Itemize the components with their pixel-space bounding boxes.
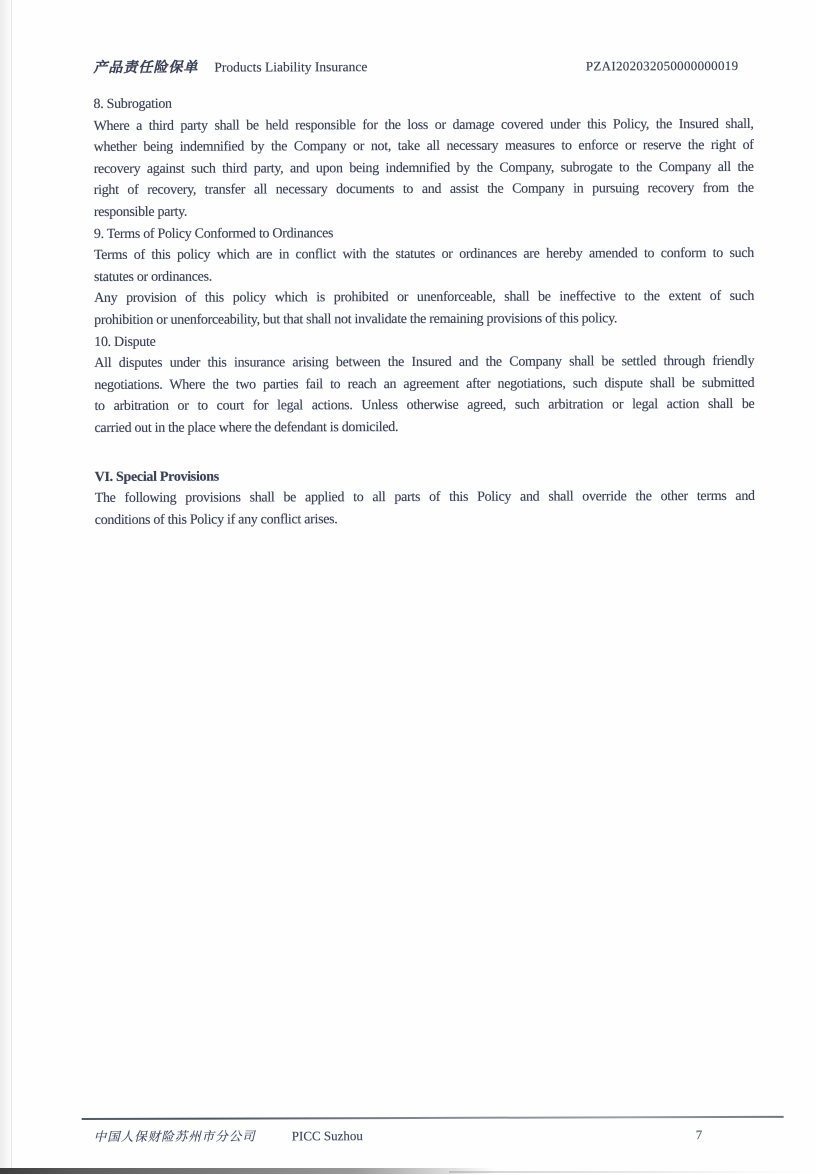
paragraph-line: prohibition or unenforceability, but that shall not invalidate the remaining provisions of this policy.	[94, 311, 618, 328]
paragraph-line: The following provisions shall be applied to all parts of this Policy and shall override the other terms and	[94, 489, 755, 507]
paragraph-line: Terms of this policy which are in conflict with the statutes or ordinances are hereby amended to conform to such	[93, 246, 754, 264]
paragraph-line: Where a third party shall be held responsible for the loss or damage covered under this Policy, the Insured shall,	[93, 116, 754, 134]
paragraph-line: statutes or ordinances.	[94, 269, 212, 285]
section-special-provisions	[95, 464, 755, 531]
footer-company-chinese: 中国人保财险苏州市分公司	[93, 1129, 256, 1144]
section-subrogation	[93, 92, 753, 224]
header-rule	[91, 77, 738, 81]
section-heading: 8. Subrogation	[93, 96, 172, 112]
footer-company-english: PICC Suzhou	[291, 1128, 363, 1144]
header-title-english: Products Liability Insurance	[214, 59, 368, 75]
paragraph-line: right of recovery, transfer all necessary documents to and assist the Company in pursuing recovery from the	[93, 181, 754, 199]
section-terms-conformed	[94, 221, 754, 331]
paragraph-line: recovery against such third party, and upon being indemnified by the Company, subrogate to the Company all the	[93, 159, 754, 177]
page-footer	[94, 1125, 738, 1145]
page-number: 7	[695, 1127, 703, 1143]
section-heading: 9. Terms of Policy Conformed to Ordinances	[93, 225, 334, 242]
paragraph-line: All disputes under this insurance arising between the Insured and the Company shall be settled through friendly	[94, 354, 755, 372]
section-heading: VI. Special Provisions	[94, 469, 219, 485]
paragraph-line: responsible party.	[93, 204, 188, 220]
footer-rule	[82, 1116, 784, 1120]
paragraph-line: negotiations. Where the two parties fail to reach an agreement after negotiations, such dispute shall be submitted	[94, 375, 755, 393]
document-body	[93, 92, 754, 531]
paragraph-line: carried out in the place where the defendant is domiciled.	[94, 419, 399, 436]
section-dispute	[94, 329, 754, 439]
paragraph-line: conditions of this Policy if any conflict arises.	[94, 511, 338, 528]
paragraph-line: to arbitration or to court for legal actions. Unless otherwise agreed, such arbitration or legal action shall be	[94, 397, 755, 415]
header-title-chinese: 产品责任险保单	[93, 60, 199, 76]
section-heading: 10. Dispute	[94, 334, 156, 350]
page-header	[93, 55, 738, 77]
paragraph-line: whether being indemnified by the Company or not, take all necessary measures to enforce or reserve the right of	[93, 138, 754, 156]
header-policy-number: PZAI202032050000000019	[585, 57, 739, 74]
paragraph-line: Any provision of this policy which is prohibited or unenforceable, shall be ineffective to the extent of such	[94, 289, 755, 307]
